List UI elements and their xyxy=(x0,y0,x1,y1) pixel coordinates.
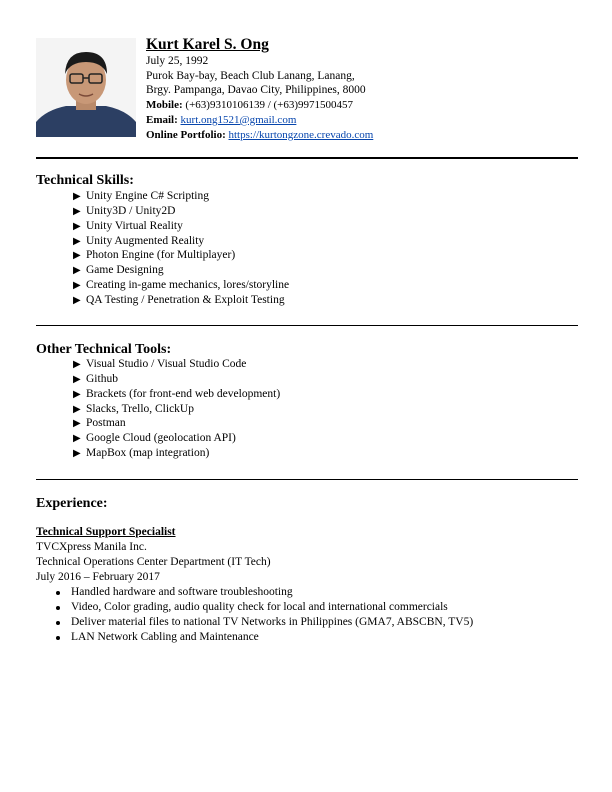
portfolio-link[interactable]: https://kurtongzone.crevado.com xyxy=(228,128,374,141)
duty-item xyxy=(36,585,473,600)
skill-item xyxy=(73,219,289,234)
arrow-bullet-icon: ▶ xyxy=(73,191,81,202)
arrow-bullet-icon: ▶ xyxy=(73,294,81,306)
arrow-bullet-icon: ▶ xyxy=(73,250,81,262)
skill-item xyxy=(73,189,289,204)
job-title: Technical Support Specialist xyxy=(36,526,176,538)
company-name: TVCXpress Manila Inc. xyxy=(36,541,147,553)
tool-item-text: MapBox (map integration) xyxy=(86,447,210,460)
contact-header xyxy=(146,36,373,142)
duty-text: Handled hardware and software troubleshooting xyxy=(71,586,293,598)
arrow-bullet-icon: ▶ xyxy=(73,265,81,277)
skill-item-text: Unity Virtual Reality xyxy=(86,219,183,232)
skill-item-text: Unity Augmented Reality xyxy=(86,234,205,247)
mobile-value: (+63)9310106139 / (+63)9971500457 xyxy=(185,99,354,112)
bullet-dot-icon xyxy=(56,621,60,625)
employment-dates: July 2016 – February 2017 xyxy=(36,571,160,583)
tool-item-text: Github xyxy=(86,372,118,385)
arrow-bullet-icon: ▶ xyxy=(73,280,81,292)
duty-item xyxy=(36,630,473,645)
skill-item xyxy=(73,204,289,219)
skill-item xyxy=(73,278,289,293)
arrow-bullet-icon: ▶ xyxy=(73,359,81,370)
arrow-bullet-icon: ▶ xyxy=(73,220,81,232)
technical-skills-list xyxy=(73,189,289,308)
arrow-bullet-icon: ▶ xyxy=(73,235,81,247)
skill-item-text: Unity3D / Unity2D xyxy=(86,204,176,217)
birthdate: July 25, 1992 xyxy=(146,55,209,67)
department: Technical Operations Center Department (IT Tech) xyxy=(36,556,271,568)
duty-text: LAN Network Cabling and Maintenance xyxy=(71,631,259,643)
tool-item xyxy=(73,416,280,431)
skill-item xyxy=(73,293,289,308)
duty-text: Video, Color grading, audio quality check for local and international commercials xyxy=(71,601,448,613)
other-tools-title: Other Technical Tools: xyxy=(36,342,172,357)
mobile-row xyxy=(146,98,373,113)
tool-item-text: Brackets (for front-end web development) xyxy=(86,387,281,400)
header-divider xyxy=(36,157,578,159)
bullet-dot-icon xyxy=(56,606,60,610)
experience-title: Experience: xyxy=(36,496,108,511)
address-line-1: Purok Bay-bay, Beach Club Lanang, Lanang, xyxy=(146,69,355,82)
arrow-bullet-icon: ▶ xyxy=(73,373,81,385)
tools-divider xyxy=(36,479,578,480)
skill-item-text: Game Designing xyxy=(86,264,164,277)
experience-entry xyxy=(36,525,473,645)
tool-item-text: Postman xyxy=(86,417,126,430)
skill-item-text: Creating in-game mechanics, lores/storyline xyxy=(86,279,290,292)
tool-item xyxy=(73,431,280,446)
skill-item xyxy=(73,263,289,278)
email-row xyxy=(146,113,373,128)
skill-item-text: Unity Engine C# Scripting xyxy=(86,190,209,202)
tool-item-text: Google Cloud (geolocation API) xyxy=(86,432,236,445)
skill-item xyxy=(73,234,289,249)
other-tools-list xyxy=(73,357,280,461)
tool-item xyxy=(73,402,280,417)
duty-text: Deliver material files to national TV Networks in Philippines (GMA7, ABSCBN, TV5) xyxy=(71,616,474,628)
duty-item xyxy=(36,600,473,615)
duty-item xyxy=(36,615,473,630)
portfolio-label: Online Portfolio: xyxy=(146,128,226,141)
tool-item xyxy=(73,357,280,372)
skill-item-text: QA Testing / Penetration & Exploit Testing xyxy=(86,293,285,306)
tool-item xyxy=(73,372,280,387)
skills-divider xyxy=(36,325,578,326)
portfolio-row xyxy=(146,128,373,143)
mobile-label: Mobile: xyxy=(146,99,183,112)
tool-item xyxy=(73,446,280,461)
arrow-bullet-icon: ▶ xyxy=(73,388,81,400)
arrow-bullet-icon: ▶ xyxy=(73,418,81,430)
arrow-bullet-icon: ▶ xyxy=(73,205,81,217)
arrow-bullet-icon: ▶ xyxy=(73,433,81,445)
bullet-dot-icon xyxy=(56,591,60,595)
skill-item xyxy=(73,248,289,263)
tool-item xyxy=(73,387,280,402)
bullet-dot-icon xyxy=(56,636,60,640)
tool-item-text: Visual Studio / Visual Studio Code xyxy=(86,358,247,370)
candidate-name: Kurt Karel S. Ong xyxy=(146,36,269,53)
skill-item-text: Photon Engine (for Multiplayer) xyxy=(86,249,236,262)
duties-list xyxy=(36,585,473,645)
profile-photo xyxy=(36,38,136,137)
address-line-2: Brgy. Pampanga, Davao City, Philippines, 8000 xyxy=(146,84,366,97)
tool-item-text: Slacks, Trello, ClickUp xyxy=(86,402,194,415)
arrow-bullet-icon: ▶ xyxy=(73,448,81,460)
email-link[interactable]: kurt.ong1521@gmail.com xyxy=(180,113,297,126)
email-label: Email: xyxy=(146,113,178,126)
arrow-bullet-icon: ▶ xyxy=(73,403,81,415)
technical-skills-title: Technical Skills: xyxy=(36,173,134,188)
